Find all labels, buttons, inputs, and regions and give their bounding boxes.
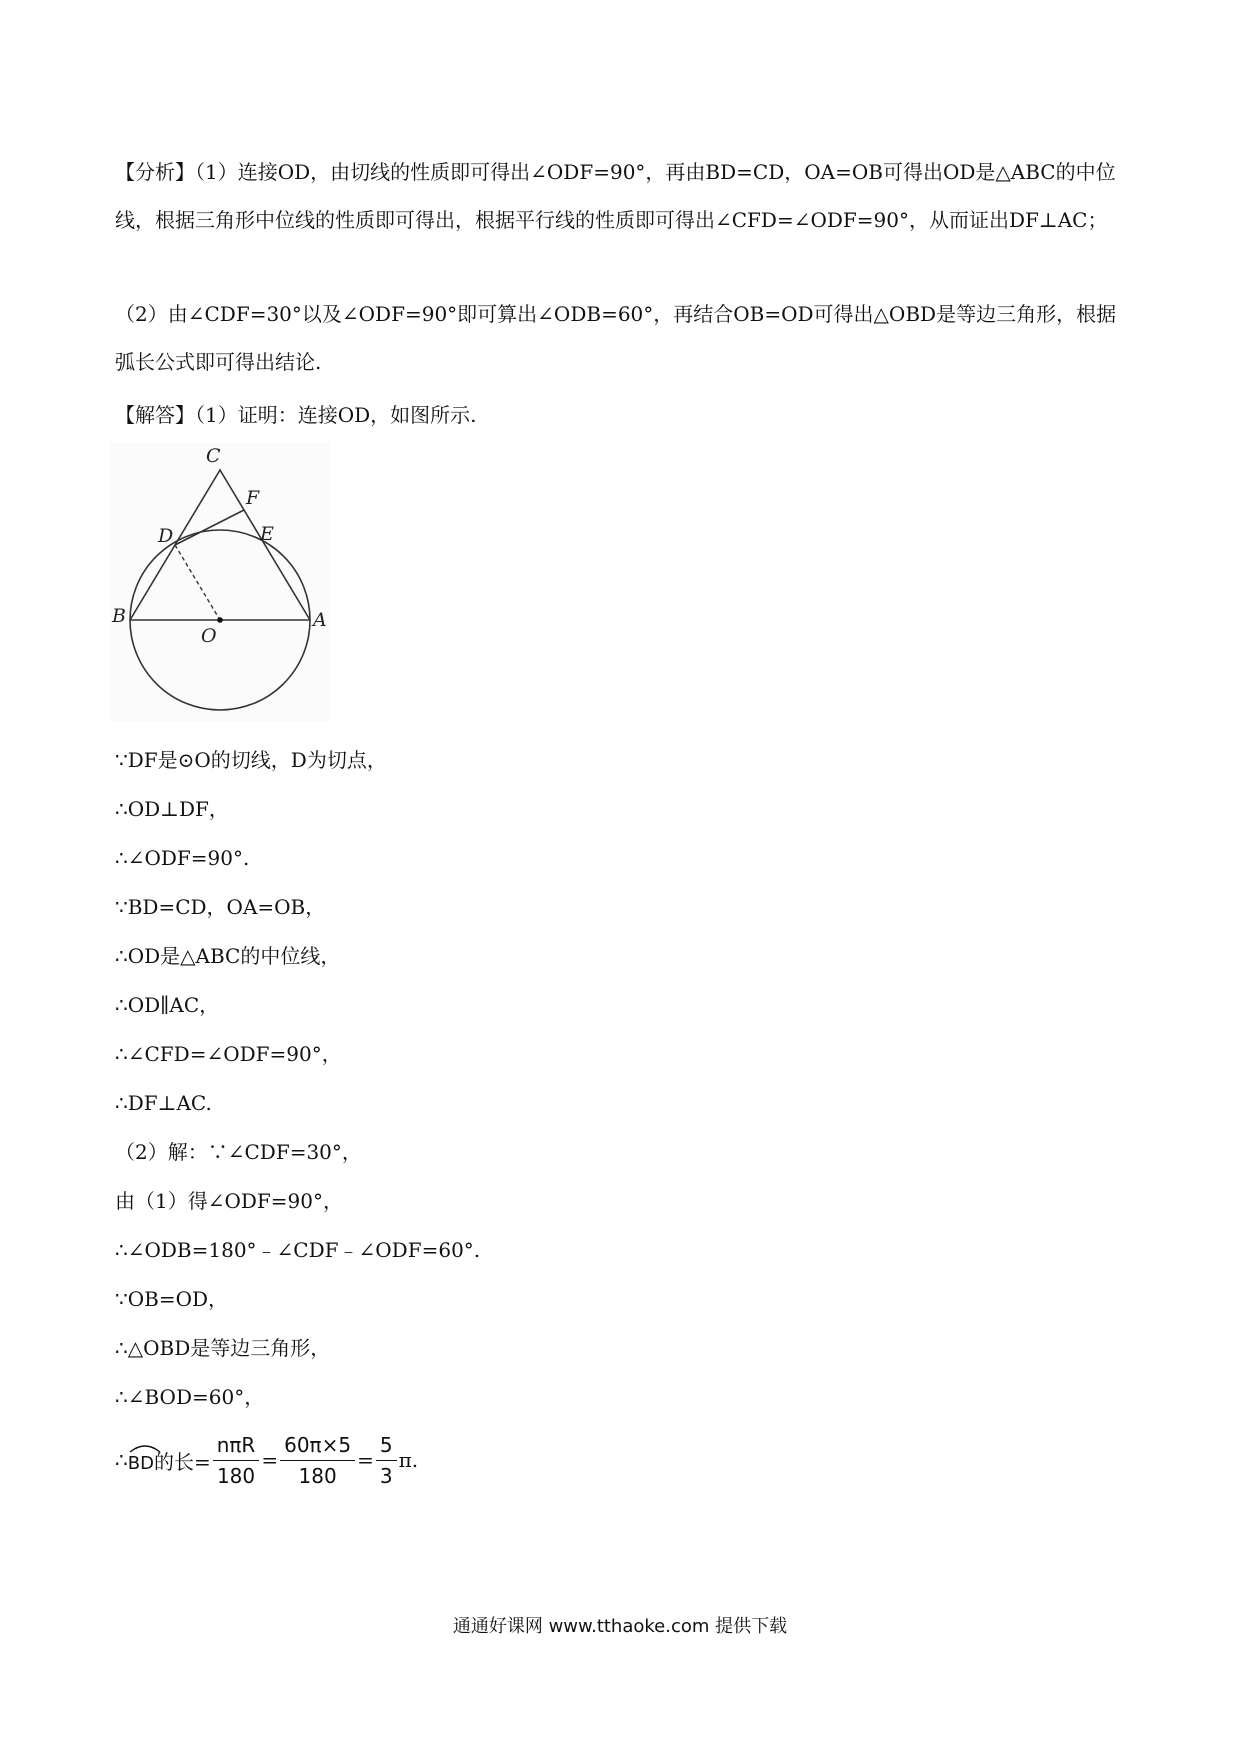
step-9: （2）解：∵∠CDF=30°， — [115, 1140, 362, 1164]
of-length-text: 的长= — [153, 1449, 211, 1474]
step-6: ∴OD∥AC， — [115, 993, 220, 1017]
answer-intro: 【解答】（1）证明：连接OD，如图所示. — [115, 403, 477, 427]
analysis-paragraph-2: （2）由∠CDF=30°以及∠ODF=90°即可算出∠ODB=60°，再结合OB=OD可得出△OBD是等边三角形，根据弧长公式即可得出结论. — [115, 302, 1117, 374]
step-2: ∴OD⊥DF， — [115, 797, 229, 821]
fraction-3-numerator: 5 — [376, 1432, 397, 1461]
geometry-figure — [110, 442, 330, 722]
step-12: ∵OB=OD， — [115, 1287, 229, 1311]
step-4: ∵BD=CD，OA=OB， — [115, 895, 326, 919]
step-8: ∴DF⊥AC. — [115, 1091, 212, 1115]
equals-sign-2: = — [357, 1448, 374, 1472]
center-point-o — [217, 617, 223, 623]
arc-bd-text: BD — [127, 1452, 154, 1474]
step-5: ∴OD是△ABC的中位线， — [115, 944, 341, 968]
label-e: E — [260, 523, 274, 545]
therefore-symbol: ∴ — [115, 1448, 128, 1472]
step-14: ∴∠BOD=60°， — [115, 1385, 265, 1409]
fraction-1-denominator: 180 — [216, 1463, 256, 1488]
step-1: ∵DF是⊙O的切线，D为切点， — [115, 748, 387, 772]
circle-triangle-diagram — [110, 442, 330, 722]
fraction-1-numerator: nπR — [213, 1432, 260, 1461]
fraction-60pi5-180 — [280, 1432, 355, 1489]
step-7: ∴∠CFD=∠ODF=90°， — [115, 1042, 342, 1066]
step-13: ∴△OBD是等边三角形， — [115, 1336, 331, 1360]
fraction-3-denominator: 3 — [379, 1463, 393, 1488]
arc-bd-label — [128, 1447, 154, 1474]
arc-length-formula — [115, 1430, 418, 1490]
label-b: B — [112, 605, 126, 627]
fraction-npir-180 — [213, 1432, 260, 1489]
step-11: ∴∠ODB=180°﹣∠CDF﹣∠ODF=60°. — [115, 1238, 481, 1262]
arc-symbol-icon — [128, 1443, 162, 1453]
label-d: D — [158, 525, 174, 547]
step-3: ∴∠ODF=90°. — [115, 846, 250, 870]
pi-suffix: π. — [398, 1448, 419, 1472]
label-f: F — [246, 487, 260, 509]
label-a: A — [313, 609, 327, 631]
label-o: O — [201, 625, 217, 647]
equals-sign-1: = — [261, 1448, 279, 1472]
analysis-paragraph-1: 【分析】（1）连接OD，由切线的性质即可得出∠ODF=90°，再由BD=CD，OA=OB可得出OD是△ABC的中位线，根据三角形中位线的性质即可得出，根据平行线的性质即可得出∠CFD=∠ODF=90°，从而证出DF⊥AC； — [115, 160, 1116, 232]
fraction-2-numerator: 60π×5 — [280, 1432, 355, 1461]
label-c: C — [206, 445, 221, 467]
fraction-2-denominator: 180 — [298, 1463, 337, 1488]
step-10: 由（1）得∠ODF=90°， — [115, 1189, 343, 1213]
page-footer: 通通好课网 www.tthaoke.com 提供下载 — [452, 1616, 788, 1637]
fraction-5-3 — [376, 1432, 397, 1489]
